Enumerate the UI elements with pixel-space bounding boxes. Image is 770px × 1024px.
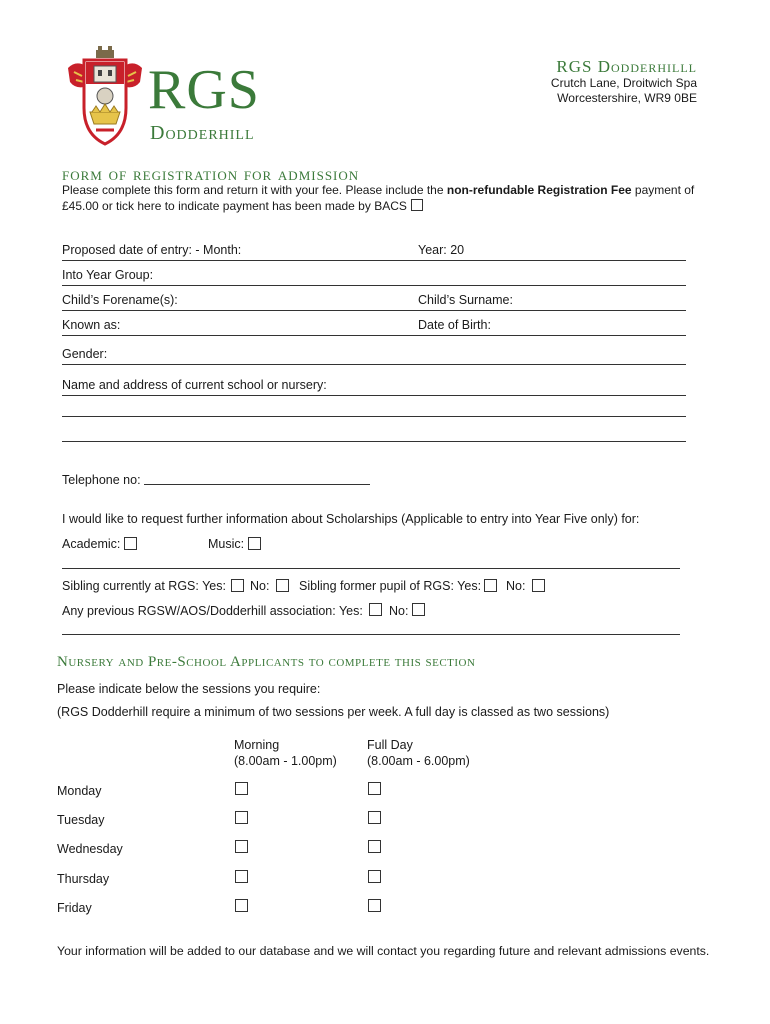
association-divider-line bbox=[62, 622, 680, 635]
school-crest-logo bbox=[66, 46, 144, 148]
wednesday-morning-checkbox[interactable] bbox=[235, 840, 248, 853]
logo-dodderhill-text: Dodderhill bbox=[150, 122, 255, 144]
intro-bacs-text: £45.00 or tick here to indicate payment has been made by BACS bbox=[62, 199, 407, 213]
friday-fullday-checkbox[interactable] bbox=[368, 899, 381, 912]
current-school-row[interactable] bbox=[62, 378, 686, 396]
dob-label: Date of Birth: bbox=[418, 318, 491, 332]
wednesday-fullday-checkbox[interactable] bbox=[368, 840, 381, 853]
sibling-former-no-label: No: bbox=[506, 579, 526, 593]
forenames-label: Child’s Forename(s): bbox=[62, 293, 178, 307]
nursery-instruction: Please indicate below the sessions you require: bbox=[57, 682, 321, 696]
day-label-friday: Friday bbox=[57, 901, 92, 915]
academic-checkbox[interactable] bbox=[124, 537, 137, 550]
fullday-column-time: (8.00am - 6.00pm) bbox=[367, 754, 470, 768]
intro-fee-emphasis: non-refundable Registration Fee bbox=[446, 183, 632, 197]
intro-line-1 bbox=[62, 182, 702, 199]
music-label: Music: bbox=[208, 537, 245, 551]
bacs-checkbox[interactable] bbox=[411, 199, 423, 211]
intro-line-2 bbox=[62, 198, 702, 215]
year-group-label: Into Year Group: bbox=[62, 268, 154, 282]
gender-row[interactable] bbox=[62, 347, 686, 365]
fullday-column-header: Full Day bbox=[367, 738, 413, 752]
day-label-wednesday: Wednesday bbox=[57, 842, 123, 856]
morning-column-time: (8.00am - 1.00pm) bbox=[234, 754, 337, 768]
footer-notice: Your information will be added to our database and we will contact you regarding future and relevant admissions events. bbox=[57, 944, 710, 958]
friday-morning-checkbox[interactable] bbox=[235, 899, 248, 912]
monday-morning-checkbox[interactable] bbox=[235, 782, 248, 795]
music-checkbox[interactable] bbox=[248, 537, 261, 550]
address-line-2: Worcestershire, WR9 0BE bbox=[557, 91, 697, 105]
current-school-line-2[interactable] bbox=[62, 400, 686, 417]
nursery-section-title: Nursery and Pre-School Applicants to complete this section bbox=[57, 654, 476, 670]
intro-text-1: Please complete this form and return it with your fee. Please include the bbox=[62, 183, 447, 197]
academic-label: Academic: bbox=[62, 537, 121, 551]
association-label: Any previous RGSW/AOS/Dodderhill association: Yes: bbox=[62, 604, 363, 618]
address-line-1: Crutch Lane, Droitwich Spa bbox=[550, 76, 697, 90]
sibling-former-yes-checkbox[interactable] bbox=[484, 579, 497, 592]
sibling-former-no-checkbox[interactable] bbox=[532, 579, 545, 592]
sibling-former-label: Sibling former pupil of RGS: Yes: bbox=[299, 579, 482, 593]
sibling-current-label: Sibling currently at RGS: Yes: bbox=[62, 579, 226, 593]
sibling-current-yes-checkbox[interactable] bbox=[231, 579, 244, 592]
year-group-row[interactable] bbox=[62, 268, 686, 286]
scholarship-divider-line bbox=[62, 556, 680, 569]
tuesday-morning-checkbox[interactable] bbox=[235, 811, 248, 824]
sibling-current-no-checkbox[interactable] bbox=[276, 579, 289, 592]
day-label-monday: Monday bbox=[57, 784, 102, 798]
sibling-current-no-label: No: bbox=[250, 579, 270, 593]
scholarship-prompt: I would like to request further information about Scholarships (Applicable to entry into Year Five only) for: bbox=[62, 512, 640, 526]
form-title: form of registration for admission bbox=[62, 164, 360, 185]
morning-column-header: Morning bbox=[234, 738, 280, 752]
telephone-label: Telephone no: bbox=[62, 473, 141, 487]
entry-month-label: Proposed date of entry: - Month: bbox=[62, 243, 242, 257]
current-school-line-3[interactable] bbox=[62, 425, 686, 442]
association-no-checkbox[interactable] bbox=[412, 603, 425, 616]
known-as-label: Known as: bbox=[62, 318, 121, 332]
day-label-tuesday: Tuesday bbox=[57, 813, 105, 827]
known-as-dob-row[interactable] bbox=[62, 318, 686, 336]
monday-fullday-checkbox[interactable] bbox=[368, 782, 381, 795]
tuesday-fullday-checkbox[interactable] bbox=[368, 811, 381, 824]
child-names-row[interactable] bbox=[62, 293, 686, 311]
thursday-fullday-checkbox[interactable] bbox=[368, 870, 381, 883]
gender-label: Gender: bbox=[62, 347, 108, 361]
nursery-note: (RGS Dodderhill require a minimum of two sessions per week. A full day is classed as two sessions) bbox=[57, 705, 610, 719]
intro-text-2: payment of bbox=[631, 183, 695, 197]
thursday-morning-checkbox[interactable] bbox=[235, 870, 248, 883]
entry-date-row[interactable] bbox=[62, 243, 686, 261]
school-name: RGS Dodderhilll bbox=[556, 57, 697, 76]
telephone-input-line[interactable] bbox=[144, 472, 370, 485]
association-yes-checkbox[interactable] bbox=[369, 603, 382, 616]
current-school-label: Name and address of current school or nursery: bbox=[62, 378, 327, 392]
association-no-label: No: bbox=[389, 604, 409, 618]
logo-rgs-text: RGS bbox=[148, 59, 260, 121]
surname-label: Child’s Surname: bbox=[418, 293, 513, 307]
entry-year-label: Year: 20 bbox=[418, 243, 465, 257]
day-label-thursday: Thursday bbox=[57, 872, 110, 886]
